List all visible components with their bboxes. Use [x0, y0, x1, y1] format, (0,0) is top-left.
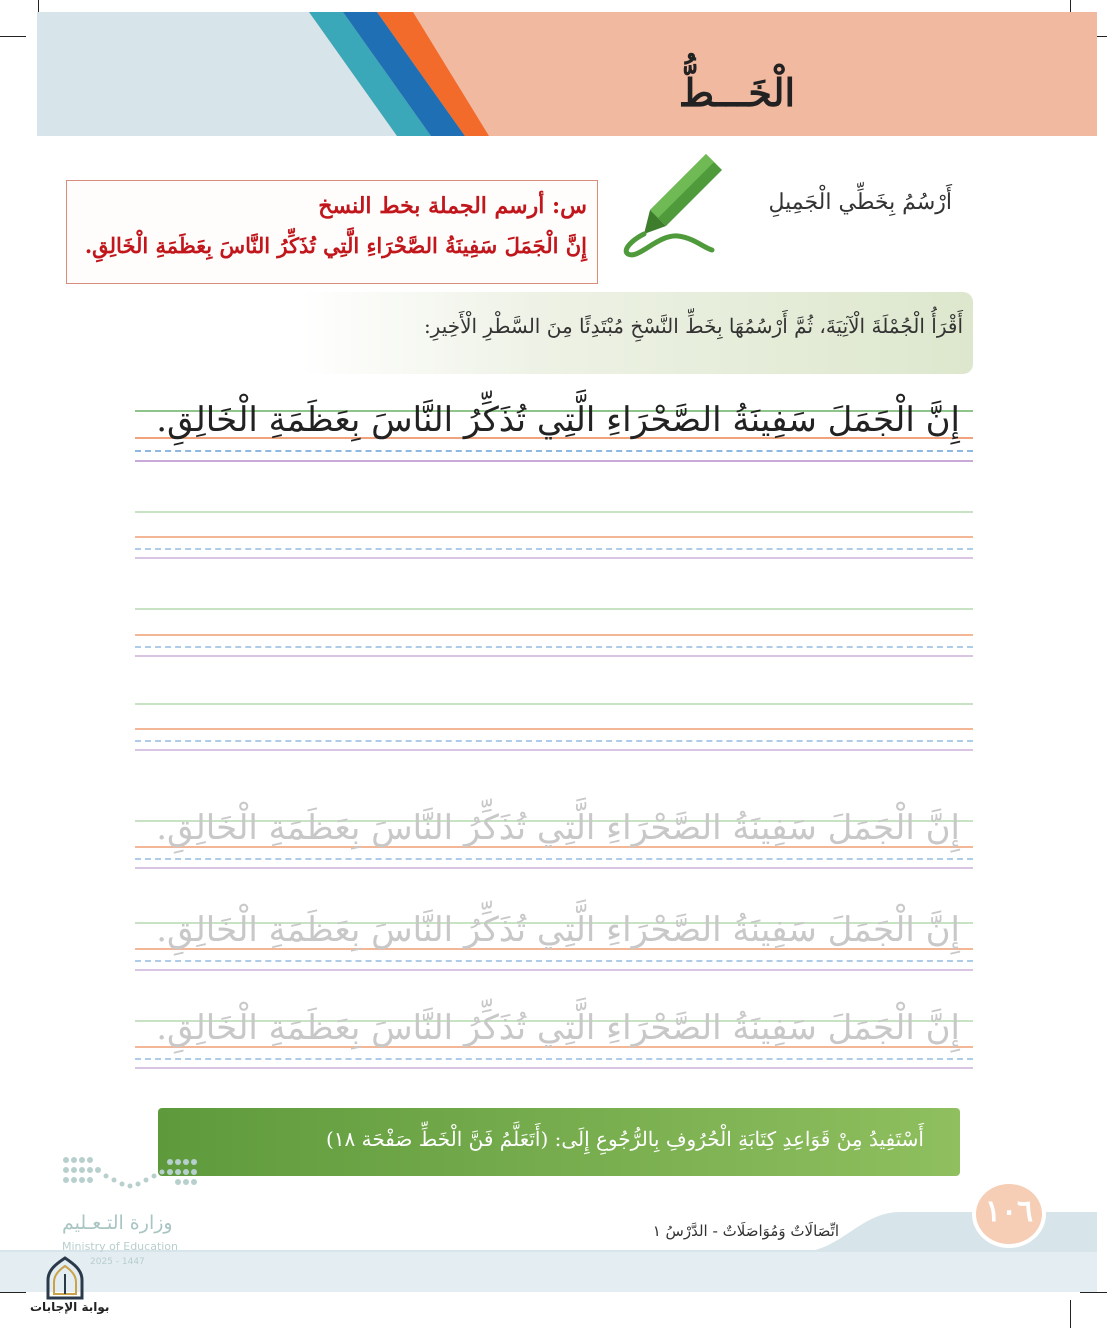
footer-strip	[0, 1252, 1097, 1292]
guide-line-dashed	[135, 1058, 973, 1060]
pen-icon	[618, 150, 728, 262]
guide-line-dashed	[135, 548, 973, 550]
ministry-year: 2025 - 1447	[90, 1257, 145, 1267]
guide-line-bottom	[135, 867, 973, 869]
tip-text: أَسْتَفِيدُ مِنْ قَوَاعِدِ كِتَابَةِ الْحُرُوفِ بِالرُّجُوعِ إِلَى: (أَتَعَلَّمُ فَنَّ الْخَطِّ صَفْحَة ١٨)	[325, 1127, 924, 1151]
trace-sentence: إِنَّ الْجَمَلَ سَفِينَةُ الصَّحْرَاءِ الَّتِي تُذَكِّرُ النَّاسَ بِعَظَمَةِ الْخَالِقِ.	[156, 808, 960, 848]
guide-line-dashed	[135, 740, 973, 742]
page-header	[37, 12, 1097, 136]
instruction-band	[300, 292, 973, 374]
guide-line-bottom	[135, 749, 973, 751]
guide-line-dashed	[135, 858, 973, 860]
guide-line-top	[135, 703, 973, 705]
guide-line-dashed	[135, 646, 973, 648]
lesson-label: اتِّصَالَاتٌ وَمُوَاصَلَاتٌ - الدَّرْسُ ١	[652, 1222, 839, 1240]
instruction-text: أَقْرَأُ الْجُمْلَةَ الْآتِيَةَ، ثُمَّ أَرْسُمُهَا بِخَطِّ النَّسْخِ مُبْتَدِئًا مِنَ السَّطْرِ الْأَخِيرِ:	[423, 314, 963, 338]
ministry-name-english: Ministry of Education	[62, 1240, 179, 1253]
guide-line-base	[135, 536, 973, 538]
crop-mark	[0, 36, 26, 37]
site-label: بوابة الإجابات	[30, 1300, 110, 1314]
guide-line-top	[135, 608, 973, 610]
page-number-badge	[972, 1180, 1046, 1248]
trace-sentence: إِنَّ الْجَمَلَ سَفِينَةُ الصَّحْرَاءِ الَّتِي تُذَكِّرُ النَّاسَ بِعَظَمَةِ الْخَالِقِ.	[156, 1008, 960, 1048]
guide-line-bottom	[135, 1067, 973, 1069]
guide-line-dashed	[135, 450, 973, 452]
header-banner	[37, 12, 1097, 136]
model-sentence: إِنَّ الْجَمَلَ سَفِينَةُ الصَّحْرَاءِ الَّتِي تُذَكِّرُ النَّاسَ بِعَظَمَةِ الْخَالِقِ.	[156, 400, 960, 440]
site-logo-icon	[44, 1256, 86, 1300]
page-number: ١٠٦	[984, 1194, 1034, 1229]
guide-line-bottom	[135, 969, 973, 971]
note-sentence: إِنَّ الْجَمَلَ سَفِينَةُ الصَّحْرَاءِ الَّتِي تُذَكِّرُ النَّاسَ بِعَظَمَةِ الْخَالِقِ.	[84, 233, 587, 258]
ministry-name-arabic: وزارة التـعـليم	[62, 1212, 173, 1234]
note-question: س: أرسم الجملة بخط النسخ	[318, 193, 587, 219]
crop-mark	[1080, 1292, 1107, 1293]
note-box	[66, 180, 598, 284]
crop-mark	[1070, 1300, 1071, 1328]
ministry-logo-icon	[62, 1154, 198, 1198]
crop-mark	[0, 1292, 26, 1293]
tip-band	[158, 1108, 960, 1176]
guide-line-dashed	[135, 960, 973, 962]
guide-line-bottom	[135, 557, 973, 559]
guide-line-bottom	[135, 655, 973, 657]
guide-line-bottom	[135, 460, 973, 462]
trace-sentence: إِنَّ الْجَمَلَ سَفِينَةُ الصَّحْرَاءِ الَّتِي تُذَكِّرُ النَّاسَ بِعَظَمَةِ الْخَالِقِ.	[156, 910, 960, 950]
guide-line-base	[135, 634, 973, 636]
page-title: الْخَـــطُّ	[678, 70, 796, 115]
section-subtitle: أَرْسُمُ بِخَطِّي الْجَمِيلِ	[768, 190, 952, 215]
guide-line-top	[135, 511, 973, 513]
guide-line-base	[135, 728, 973, 730]
